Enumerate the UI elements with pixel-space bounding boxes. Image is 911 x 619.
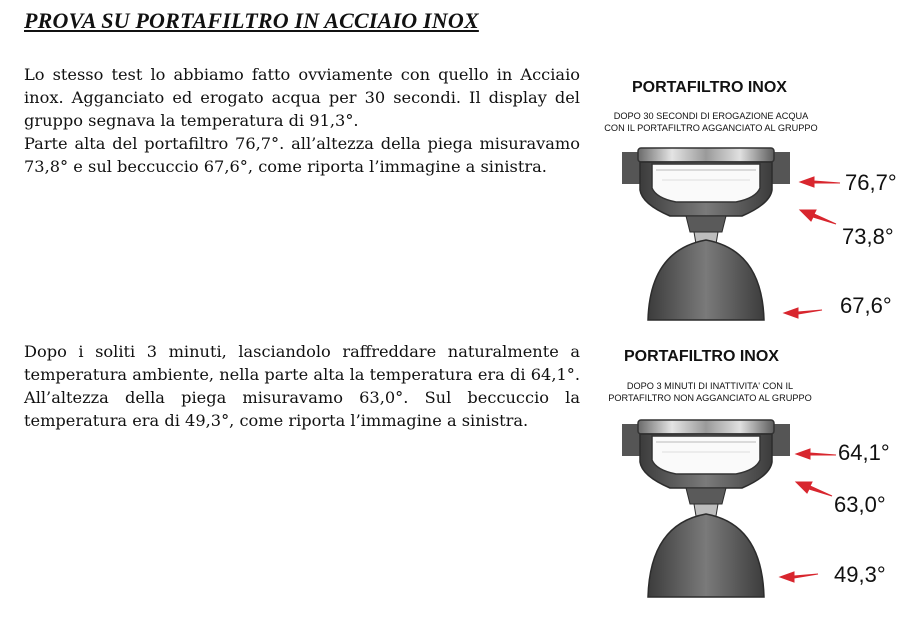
spout: [686, 216, 726, 232]
arrow-spout: [784, 308, 822, 318]
figure1-temp-top: 76,7°: [845, 170, 897, 195]
arrow-top: [796, 449, 836, 459]
portafilter-handle: [648, 514, 764, 597]
figure1-temp-fold: 73,8°: [842, 224, 894, 249]
section1-paragraph-1: Lo stesso test lo abbiamo fatto ovviamente con quello in Acciaio inox. Agganciato ed erogato acqua per 30 secondi. Il display del gruppo segnava la temperatura di 91,3°.: [24, 65, 580, 130]
arrow-spout: [780, 572, 818, 582]
figure2-subtitle: [592, 380, 828, 404]
figure1-subtitle: [596, 110, 826, 134]
figure1-subtitle-line1: DOPO 30 SECONDI DI EROGAZIONE ACQUA: [613, 111, 809, 121]
figure2-temp-fold: 63,0°: [834, 492, 886, 517]
section2-paragraph-1: Dopo i soliti 3 minuti, lasciandolo raffreddare naturalmente a temperatura ambiente, nella parte alta la temperatura era di 64,1°. All’altezza della piega misuravamo 63,0°. Sul beccuccio la temperatura era di 49,3°, come riporta l’immagine a sinistra.: [24, 342, 580, 430]
page-title: PROVA SU PORTAFILTRO IN ACCIAIO INOX: [24, 8, 479, 33]
portafilter-handle: [648, 240, 764, 320]
figure2-subtitle-line2: PORTAFILTRO NON AGGANCIATO AL GRUPPO: [608, 393, 812, 403]
section2-text: [24, 340, 580, 432]
arrow-top: [800, 177, 840, 187]
section1-paragraph-2: Parte alta del portafiltro 76,7°. all’altezza della piega misuravamo 73,8° e sul beccuccio 67,6°, come riporta l’immagine a sinistra.: [24, 134, 580, 176]
figure1-subtitle-line2: CON IL PORTAFILTRO AGGANCIATO AL GRUPPO: [604, 123, 818, 133]
figure2-subtitle-line1: DOPO 3 MINUTI DI INATTIVITA' CON IL: [626, 381, 794, 391]
section1-text: [24, 63, 580, 178]
figure2-temp-spout: 49,3°: [834, 562, 886, 587]
figure1-title: PORTAFILTRO INOX: [632, 79, 787, 96]
figure2-temp-top: 64,1°: [838, 440, 890, 465]
basket-rim: [638, 148, 774, 162]
figure1-temp-spout: 67,6°: [840, 293, 892, 318]
arrow-fold: [800, 210, 836, 224]
arrow-fold: [796, 482, 832, 496]
figure2-title: PORTAFILTRO INOX: [624, 348, 779, 365]
basket-rim: [638, 420, 774, 434]
spout: [686, 488, 726, 504]
